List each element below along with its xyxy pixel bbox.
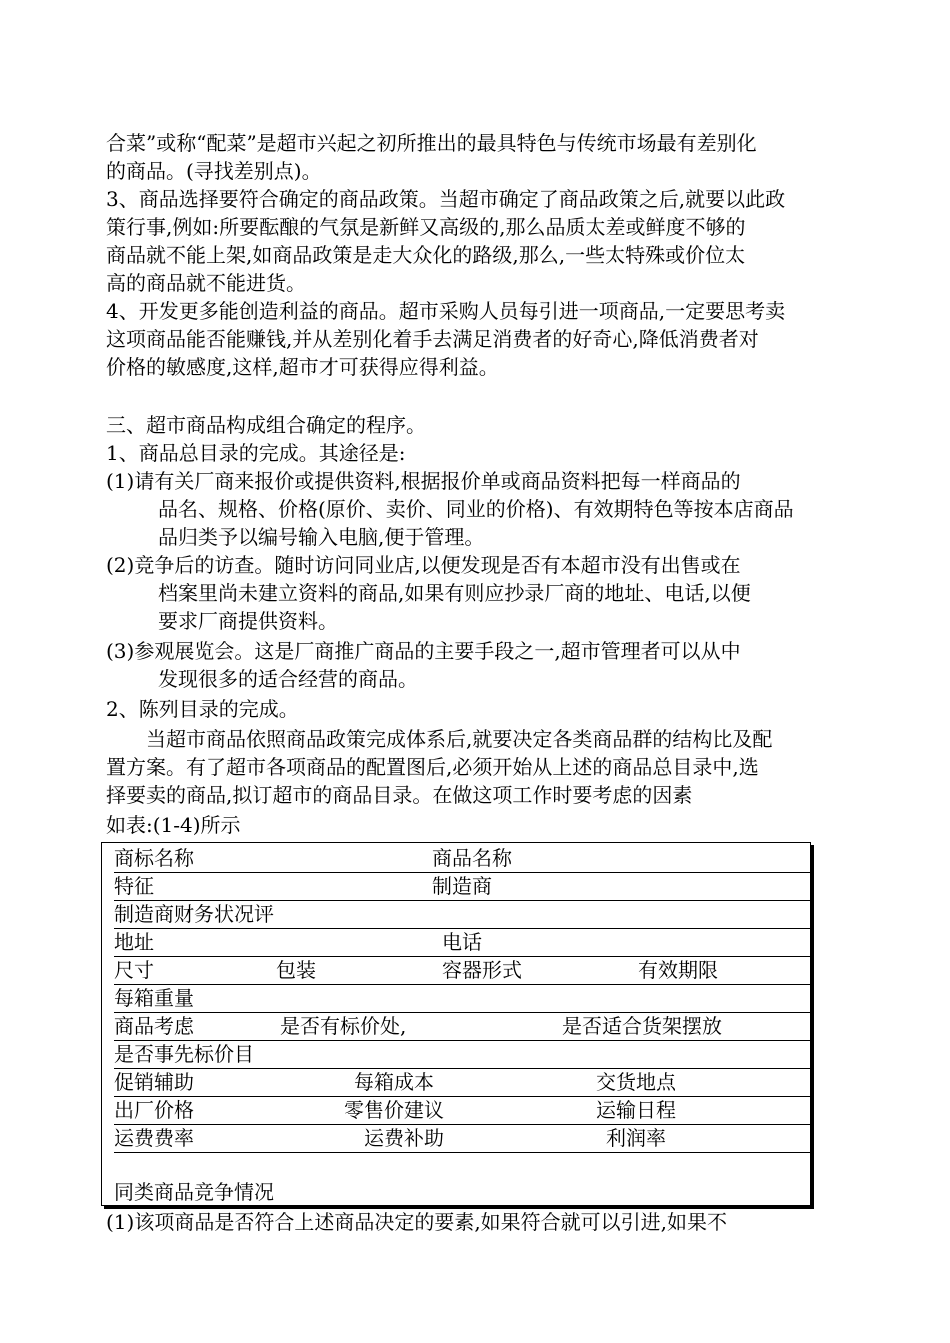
field-label: 地址 — [114, 930, 154, 954]
form-row — [114, 1013, 811, 1041]
field-label: 是否适合货架摆放 — [562, 1014, 722, 1038]
section-heading: 三、超市商品构成组合确定的程序。 — [106, 413, 426, 437]
paragraph-line: 价格的敏感度,这样,超市才可获得应得利益。 — [106, 355, 499, 379]
paragraph-line: 商品就不能上架,如商品政策是走大众化的路级,那么,一些太特殊或价位太 — [106, 243, 746, 267]
field-label: 每箱成本 — [354, 1070, 434, 1094]
list-item-line: 品名、规格、价格(原价、卖价、同业的价格)、有效期特色等按本店商品 — [158, 497, 794, 521]
list-item-line: (3)参观展览会。这是厂商推广商品的主要手段之一,超市管理者可以从中 — [106, 639, 741, 663]
form-row — [114, 901, 811, 929]
paragraph-line: 的商品。(寻找差别点)。 — [106, 159, 322, 183]
list-item-line: 档案里尚未建立资料的商品,如果有则应抄录厂商的地址、电话,以便 — [158, 581, 751, 605]
field-label: 电话 — [442, 930, 482, 954]
form-row — [114, 957, 811, 985]
paragraph-line: 4、开发更多能创造利益的商品。超市采购人员每引进一项商品,一定要思考卖 — [106, 299, 786, 323]
paragraph-line: 这项商品能否能赚钱,并从差别化着手去满足消费者的好奇心,降低消费者对 — [106, 327, 759, 351]
form-row — [114, 1041, 811, 1069]
field-label: 有效期限 — [638, 958, 718, 982]
field-label: 制造商财务状况评 — [114, 902, 274, 926]
field-label: 促销辅助 — [114, 1070, 194, 1094]
paragraph-line: 策行事,例如:所要酝酿的气氛是新鲜又高级的,那么品质太差或鲜度不够的 — [106, 215, 746, 239]
paragraph-line: 高的商品就不能进货。 — [106, 271, 306, 295]
paragraph-line: 2、陈列目录的完成。 — [106, 697, 299, 721]
paragraph-line: 当超市商品依照商品政策完成体系后,就要决定各类商品群的结构比及配 — [146, 727, 773, 751]
field-label: 同类商品竞争情况 — [114, 1180, 274, 1204]
list-item-line: (2)竞争后的访查。随时访问同业店,以便发现是否有本超市没有出售或在 — [106, 553, 741, 577]
field-label: 交货地点 — [596, 1070, 676, 1094]
field-label: 运费费率 — [114, 1126, 194, 1150]
field-label: 商品名称 — [432, 846, 512, 870]
paragraph-line: 合菜”或称“配菜”是超市兴起之初所推出的最具特色与传统市场最有差别化 — [106, 131, 757, 155]
field-label: 制造商 — [432, 874, 492, 898]
field-label: 包装 — [276, 958, 316, 982]
form-row — [114, 845, 811, 873]
field-label: 特征 — [114, 874, 154, 898]
list-item-line: 发现很多的适合经营的商品。 — [158, 667, 418, 691]
field-label: 出厂价格 — [114, 1098, 194, 1122]
field-label: 容器形式 — [442, 958, 522, 982]
form-row — [114, 1097, 811, 1125]
form-row — [114, 929, 811, 957]
field-label: 尺寸 — [114, 958, 154, 982]
paragraph-line: 1、商品总目录的完成。其途径是: — [106, 441, 406, 465]
list-item-line: 要求厂商提供资料。 — [158, 609, 338, 633]
form-row — [114, 1069, 811, 1097]
form-row — [114, 873, 811, 901]
field-label: 是否有标价处, — [280, 1014, 407, 1038]
field-label: 运费补助 — [364, 1126, 444, 1150]
list-item-line: (1)该项商品是否符合上述商品决定的要素,如果符合就可以引进,如果不 — [106, 1210, 728, 1234]
form-row — [114, 985, 811, 1013]
paragraph-line: 3、商品选择要符合确定的商品政策。当超市确定了商品政策之后,就要以此政 — [106, 187, 786, 211]
product-info-form — [101, 842, 811, 1206]
list-item-line: (1)请有关厂商来报价或提供资料,根据报价单或商品资料把每一样商品的 — [106, 469, 741, 493]
list-item-line: 品归类予以编号输入电脑,便于管理。 — [158, 525, 485, 549]
field-label: 零售价建议 — [344, 1098, 444, 1122]
paragraph-line: 择要卖的商品,拟订超市的商品目录。在做这项工作时要考虑的因素 — [106, 783, 693, 807]
form-row — [114, 1125, 811, 1153]
field-label: 商品考虑 — [114, 1014, 194, 1038]
field-label: 每箱重量 — [114, 986, 194, 1010]
form-row — [114, 1179, 811, 1207]
paragraph-line: 置方案。有了超市各项商品的配置图后,必须开始从上述的商品总目录中,选 — [106, 755, 759, 779]
field-label: 利润率 — [606, 1126, 666, 1150]
field-label: 运输日程 — [596, 1098, 676, 1122]
field-label: 是否事先标价目 — [114, 1042, 254, 1066]
table-caption: 如表:(1-4)所示 — [106, 813, 241, 837]
field-label: 商标名称 — [114, 846, 194, 870]
